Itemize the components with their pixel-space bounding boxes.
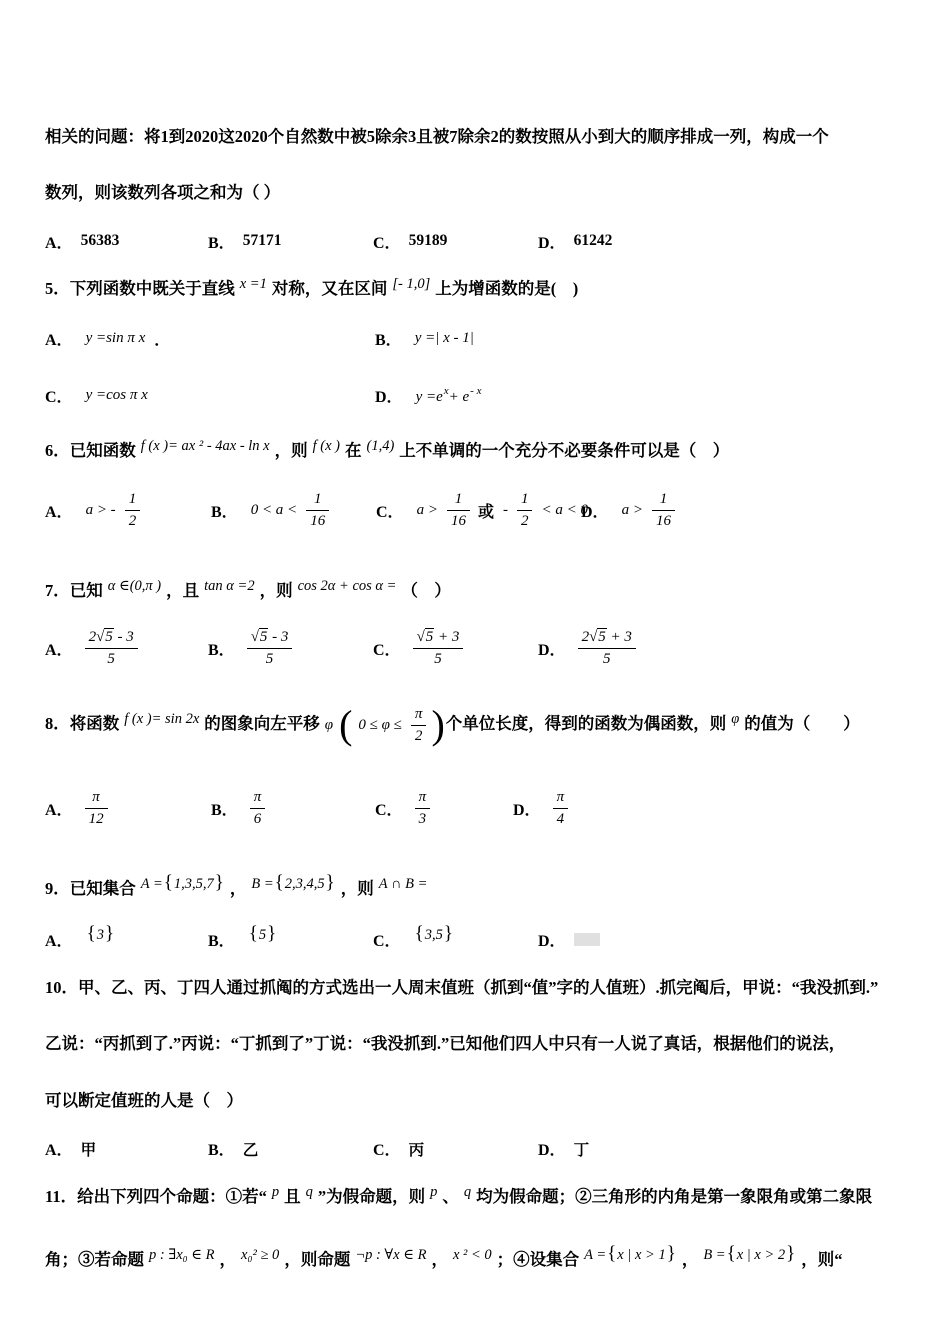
q4-options-row [45, 230, 910, 253]
q5-option-d-exp1: x [443, 384, 449, 397]
q9-math-intersection: A ∩ B = [378, 876, 428, 892]
q9-option-b-set [248, 923, 278, 945]
q9-option-c-label: C． [373, 933, 401, 950]
q10-option-d-value: 丁 [573, 1141, 590, 1159]
q11-math-x0sq: x₀² ≥ 0 [241, 1246, 280, 1263]
q7-option-b-fraction [247, 628, 293, 669]
q7-stem-mid1: ，且 [166, 580, 200, 600]
q6-option-b-label: B． [211, 503, 238, 521]
q4-line-1: 相关的问题：将1到2020这2020个自然数中被5除余3且被7除余2的数按照从小到大的顺序排成一列，构成一个 [45, 126, 829, 146]
q4-option-c-value: 59189 [408, 232, 448, 249]
q7-option-d-label: D． [538, 642, 566, 659]
q4-option-a-value: 56383 [80, 232, 120, 249]
q5-option-c [45, 384, 375, 407]
q9-option-b [208, 922, 373, 951]
q7-option-b [208, 628, 373, 669]
q4-option-d [538, 230, 910, 253]
q5-option-a-tail: ． [154, 331, 171, 349]
q6-option-b-den: 16 [310, 512, 326, 529]
q8-option-a-label: A． [45, 802, 73, 819]
q6-stem-mid1: ，则 [274, 440, 308, 460]
radical-icon: √ [589, 629, 598, 645]
q11-mid5: ，则命题 [284, 1249, 351, 1269]
q8-cond-den: 2 [414, 727, 423, 744]
q7-b-num-tail: - 3 [272, 629, 289, 645]
q8-option-c-den: 3 [418, 811, 427, 827]
q11-set-a-eq: A = [584, 1246, 607, 1263]
q6-stem-mid2: 在 [345, 440, 362, 460]
q7-option-c [373, 628, 538, 669]
q8-option-a-den: 12 [88, 811, 104, 827]
q6-option-b-lead: 0 < a < [250, 501, 298, 518]
q8-option-d-fraction [553, 788, 569, 829]
q6-option-d-den: 16 [655, 512, 671, 529]
q7-stem-post: （ ） [401, 580, 451, 600]
right-brace-icon: } [786, 1242, 796, 1264]
q9-set-b-eq: B = [251, 876, 274, 892]
q6-option-a-den: 2 [128, 512, 137, 529]
q10-line-1: 10．甲、乙、丙、丁四人通过抓阄的方式选出一人周末值班（抓到“值”字的人值班）.抓完阄后，甲说：“我没抓到.” [45, 977, 879, 997]
q6-option-c-fraction-2 [517, 490, 533, 531]
q9-stem-pre: 9．已知集合 [45, 879, 136, 898]
question-10 [45, 968, 910, 1161]
q7-d-radicand: 5 [598, 629, 606, 645]
q10-option-b [208, 1137, 373, 1160]
left-brace-icon: { [163, 872, 173, 893]
q5-option-a-formula: y =sin π x [85, 329, 146, 346]
q8-math-phi: φ [324, 717, 334, 733]
q6-option-c-den2: 2 [520, 512, 529, 529]
q8-cond-num: π [411, 705, 427, 726]
q7-d-coef: 2 [581, 629, 590, 645]
q5-option-d [375, 384, 910, 407]
q7-option-d [538, 628, 910, 669]
q8-options-row [45, 788, 910, 829]
q8-condition: 0 ≤ φ ≤ [358, 717, 402, 733]
q9-set-a [140, 872, 225, 893]
q4-option-d-value: 61242 [573, 232, 613, 249]
q9-set-b-elems: 2,3,4,5 [284, 876, 325, 892]
q8-option-c-num: π [415, 788, 431, 809]
q8-option-a-num: π [85, 788, 108, 809]
q7-option-b-num [247, 628, 293, 649]
q8-stem-post1: 个单位长度，得到的函数为偶函数，则 [445, 714, 727, 733]
q5-option-d-base2: + e [448, 388, 470, 405]
q8-condition-fraction [411, 705, 427, 746]
q7-stem-mid2: ，则 [259, 580, 293, 600]
q6-stem-pre: 6．已知函数 [45, 440, 136, 460]
q5-stem [45, 269, 910, 310]
q5-option-b-formula: y =| x - 1| [414, 329, 474, 346]
q11-pre: 11．给出下列四个命题：①若“ [45, 1186, 267, 1206]
question-11 [45, 1177, 910, 1281]
q9-option-c-elems: 3,5 [424, 926, 443, 943]
q7-option-a-fraction [85, 628, 138, 669]
q4-option-b-value: 57171 [242, 232, 282, 249]
question-7 [45, 571, 910, 670]
q8-option-d-den: 4 [556, 811, 565, 827]
q9-option-c-set [414, 923, 454, 945]
q8-stem [45, 697, 910, 752]
q6-option-a-fraction [125, 490, 141, 531]
q11-math-xsq: x ² < 0 [452, 1246, 492, 1263]
q6-option-b [211, 490, 376, 531]
q6-option-b-num: 1 [306, 490, 329, 511]
q9-option-b-elems: 5 [258, 926, 267, 943]
right-brace-icon: } [666, 1242, 676, 1264]
q6-option-c-fraction-1 [447, 490, 470, 531]
q6-options-row [45, 490, 910, 531]
q11-line-1 [45, 1177, 910, 1218]
q11-l2-pre: 角；③若命题 [45, 1249, 144, 1269]
q6-option-a-label: A． [45, 503, 73, 521]
q8-stem-post2: 的值为（ ） [744, 714, 860, 733]
q7-b-radicand: 5 [259, 629, 268, 645]
q7-option-a-label: A． [45, 642, 73, 659]
q10-option-c [373, 1137, 538, 1160]
q8-option-a-fraction [85, 788, 108, 829]
q11-math-exists: p : ∃x₀ ∈ R [149, 1246, 215, 1263]
q11-mid4: 均为假命题；②三角形的内角是第一象限角或第二象限 [476, 1186, 873, 1206]
q11-sep3: ， [681, 1249, 699, 1269]
q8-math-phi-2: φ [731, 711, 740, 727]
q6-option-c-tail: < a < 0 [541, 501, 588, 518]
q7-option-c-den: 5 [434, 651, 442, 667]
q7-option-d-num [578, 628, 636, 649]
q6-option-c-num1: 1 [447, 490, 470, 511]
q4-option-b [208, 230, 373, 253]
radical-icon: √ [96, 629, 105, 645]
q11-line-2 [45, 1240, 910, 1281]
q5-option-a-label: A． [45, 331, 73, 349]
q6-option-d-num: 1 [652, 490, 675, 511]
q9-option-d-garbled-formula-placeholder [574, 933, 600, 946]
q8-option-d [513, 788, 910, 829]
q5-option-b-label: B． [375, 331, 402, 349]
q9-option-a-set [86, 923, 116, 945]
q10-options-row [45, 1137, 910, 1160]
q6-option-c-or: 或 [477, 503, 494, 521]
q11-mid6: ；④设集合 [496, 1249, 580, 1269]
q8-option-d-num: π [553, 788, 569, 809]
left-brace-icon: { [726, 1242, 736, 1264]
left-brace-icon: { [414, 922, 424, 944]
q7-option-b-label: B． [208, 642, 235, 659]
q6-option-c-label: C． [376, 503, 404, 521]
q6-option-b-fraction [306, 490, 329, 531]
q7-math-alpha: α ∈(0,π ) [107, 577, 162, 594]
q4-option-d-label: D． [538, 234, 566, 252]
q8-option-d-label: D． [513, 802, 541, 819]
q6-option-d-fraction [652, 490, 675, 531]
left-brace-icon: { [607, 1242, 617, 1264]
q9-options-row [45, 922, 910, 951]
q7-c-num-tail: + 3 [438, 629, 460, 645]
q7-d-num-tail: + 3 [610, 629, 632, 645]
q7-option-a-den: 5 [107, 651, 115, 667]
q7-option-c-num [413, 628, 464, 649]
q11-mid3: 、 [442, 1186, 459, 1206]
q8-option-b-fraction [250, 788, 266, 829]
q8-option-b-label: B． [211, 802, 238, 819]
q11-set-a [584, 1242, 677, 1264]
q6-option-a-num: 1 [125, 490, 141, 511]
q9-option-d [538, 928, 910, 951]
q9-option-c [373, 922, 538, 951]
q5-stem-pre: 5．下列函数中既关于直线 [45, 279, 235, 298]
q9-stem-mid1: ， [229, 879, 247, 898]
q11-set-b [703, 1242, 796, 1264]
q8-math-function: f (x )= sin 2x [124, 711, 200, 727]
q8-option-b-num: π [250, 788, 266, 809]
q10-option-c-label: C． [373, 1142, 401, 1159]
q7-option-d-fraction [578, 628, 636, 669]
right-brace-icon: } [214, 872, 224, 893]
q5-option-c-formula: y =cos π x [85, 386, 148, 403]
right-brace-icon: } [325, 872, 335, 893]
q7-option-d-den: 5 [602, 651, 611, 667]
left-brace-icon: { [86, 922, 96, 944]
q9-set-a-eq: A = [140, 876, 163, 892]
q5-option-d-formula [416, 385, 482, 406]
q6-stem-post: 上不单调的一个充分不必要条件可以是（ ） [399, 440, 730, 460]
right-paren-icon: ) [431, 702, 445, 748]
q4-option-c [373, 230, 538, 253]
q5-stem-mid: 对称，又在区间 [271, 279, 388, 298]
q8-option-c-fraction [415, 788, 431, 829]
q8-option-c [375, 788, 513, 829]
q5-stem-post: 上为增函数的是( ) [435, 279, 579, 298]
q4-option-b-label: B． [208, 234, 235, 252]
left-brace-icon: { [248, 922, 258, 944]
q9-stem [45, 869, 910, 910]
q6-option-c-num2: 1 [517, 490, 533, 511]
q8-option-b [211, 788, 375, 829]
q5-option-b [375, 327, 910, 350]
left-paren-icon: ( [339, 702, 353, 748]
q4-option-c-label: C． [373, 234, 401, 252]
question-5 [45, 269, 910, 407]
q7-c-radicand: 5 [425, 629, 434, 645]
q11-set-a-elems: x | x > 1 [617, 1246, 666, 1263]
q5-option-d-base1: y =e [415, 388, 443, 405]
q7-options-row [45, 628, 910, 669]
q6-option-d-label: D． [581, 503, 609, 521]
q6-option-d [581, 490, 910, 531]
q10-option-b-value: 乙 [242, 1141, 259, 1159]
right-brace-icon: } [104, 922, 115, 944]
radical-icon: √ [250, 629, 259, 645]
question-9 [45, 869, 910, 951]
q6-math-interval: (1,4) [366, 437, 395, 454]
q11-mid2: ”为假命题，则 [317, 1186, 426, 1206]
q6-option-c-den1: 16 [450, 512, 466, 529]
q10-option-d-label: D． [538, 1142, 566, 1159]
q11-mid7: ，则“ [801, 1249, 843, 1269]
question-4 [45, 117, 910, 253]
q7-stem [45, 571, 910, 612]
question-6 [45, 431, 910, 531]
q7-a-coef: 2 [88, 629, 97, 645]
q4-option-a [45, 230, 208, 253]
q5-option-d-exp2: - x [470, 384, 482, 397]
q10-option-a [45, 1137, 208, 1160]
q8-option-a [45, 788, 211, 829]
q7-math-tan: tan α =2 [204, 577, 255, 594]
q5-options-row-2 [45, 384, 910, 407]
q5-math-line: x =1 [239, 276, 267, 292]
q11-sep2: ， [431, 1249, 448, 1269]
q6-math-function: f (x )= ax ² - 4ax - ln x [140, 437, 270, 454]
q6-option-a-lead: a > - [85, 501, 116, 518]
radical-icon: √ [416, 629, 425, 645]
q9-option-a-label: A． [45, 933, 73, 950]
q6-option-a [45, 490, 211, 531]
q10-line-3: 可以断定值班的人是（ ） [45, 1090, 243, 1110]
q11-math-negation: ¬p : ∀x ∈ R [355, 1246, 427, 1263]
question-8 [45, 697, 910, 829]
q5-option-d-label: D． [375, 388, 403, 406]
q7-option-c-label: C． [373, 642, 401, 659]
q6-stem [45, 431, 910, 472]
q10-option-d [538, 1137, 910, 1160]
q7-a-num-tail: - 3 [117, 629, 134, 645]
q11-mid1: 且 [284, 1186, 301, 1206]
q11-math-q: q [305, 1183, 313, 1200]
q8-stem-pre: 8．将函数 [45, 714, 120, 733]
q11-math-p2: p [430, 1183, 438, 1200]
q9-set-b [251, 872, 335, 893]
q9-stem-mid2: ，则 [340, 879, 374, 898]
q11-sep1: ， [219, 1249, 237, 1269]
q11-set-b-elems: x | x > 2 [736, 1246, 786, 1263]
q6-math-fx: f (x ) [312, 437, 340, 454]
q9-option-d-label: D． [538, 933, 566, 950]
right-brace-icon: } [267, 922, 277, 944]
q9-option-b-label: B． [208, 933, 235, 950]
q6-option-c [376, 490, 588, 531]
q5-option-c-label: C． [45, 388, 73, 406]
q9-option-a [45, 922, 208, 951]
q4-option-a-label: A． [45, 234, 73, 252]
q5-option-a [45, 327, 375, 350]
q10-line-2: 乙说：“丙抓到了.”丙说：“丁抓到了”丁说：“我没抓到.”已知他们四人中只有一人说了真话，根据他们的说法， [45, 1034, 846, 1053]
q11-math-p: p [271, 1183, 280, 1200]
q7-option-b-den: 5 [265, 651, 274, 667]
q7-option-c-fraction [413, 628, 464, 669]
q10-option-c-value: 丙 [408, 1141, 425, 1159]
q7-a-radicand: 5 [105, 629, 113, 645]
right-brace-icon: } [443, 922, 453, 944]
q8-stem-mid1: 的图象向左平移 [204, 714, 320, 733]
q7-math-cos: cos 2α + cos α = [297, 577, 397, 594]
q6-option-c-lead: a > [416, 501, 438, 518]
q4-line-2: 数列，则该数列各项之和为（ ） [45, 183, 281, 202]
q8-option-b-den: 6 [253, 811, 262, 827]
q11-math-q2: q [463, 1183, 472, 1200]
q9-set-a-elems: 1,3,5,7 [173, 876, 214, 892]
q5-options-row-1 [45, 327, 910, 350]
q10-option-a-label: A． [45, 1142, 73, 1159]
q10-option-a-value: 甲 [80, 1141, 97, 1159]
q8-option-c-label: C． [375, 802, 403, 819]
q10-option-b-label: B． [208, 1142, 235, 1159]
q11-set-b-eq: B = [703, 1246, 726, 1263]
left-brace-icon: { [274, 872, 284, 893]
q6-option-c-neg: - [502, 501, 508, 518]
q5-math-interval: [- 1,0] [392, 276, 431, 292]
q7-stem-pre: 7．已知 [45, 580, 103, 600]
q6-option-d-lead: a > [621, 501, 643, 518]
q9-option-a-elems: 3 [96, 926, 104, 943]
q7-option-a [45, 628, 208, 669]
q7-option-a-num [85, 628, 138, 649]
